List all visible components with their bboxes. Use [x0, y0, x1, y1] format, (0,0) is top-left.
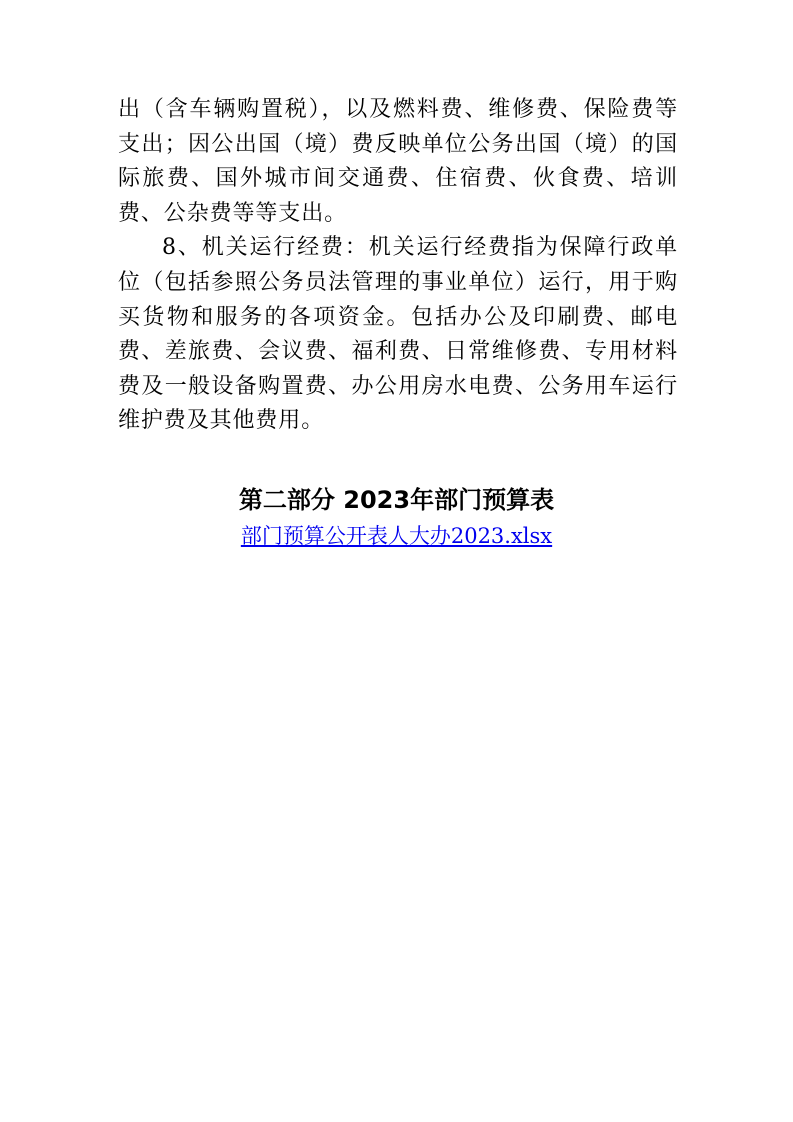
attachment-file-link[interactable]: 部门预算公开表人大办2023.xlsx [240, 524, 553, 548]
paragraph-continued: 出（含车辆购置税），以及燃料费、维修费、保险费等支出；因公出国（境）费反映单位公务出国（境）的国际旅费、国外城市间交通费、住宿费、伙食费、培训费、公杂费等等支出。 [118, 97, 678, 226]
body-text [118, 93, 678, 439]
paragraph-office-operating-expenses: 8、机关运行经费：机关运行经费指为保障行政单位（包括参照公务员法管理的事业单位）运行，用于购买货物和服务的各项资金。包括办公及印刷费、邮电费、差旅费、会议费、福利费、日常维修费、专用材料费及一般设备购置费、办公用房水电费、公务用车运行维护费及其他费用。 [118, 235, 678, 434]
attachment-link-container [0, 521, 793, 551]
section-title: 第二部分 2023年部门预算表 [238, 486, 555, 514]
